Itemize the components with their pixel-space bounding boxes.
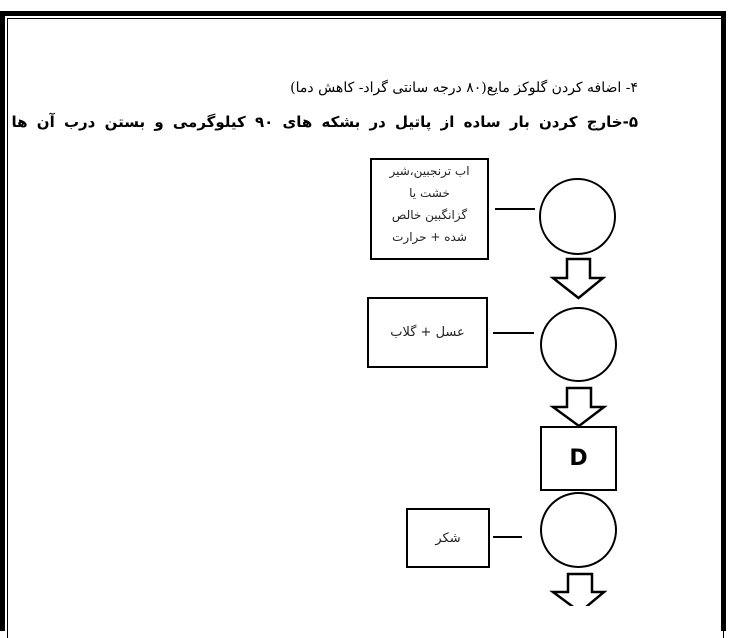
input-box-label: شکر	[435, 530, 461, 546]
down-arrow-icon	[553, 259, 603, 298]
input-box-line: شده + حرارت	[392, 230, 467, 244]
down-arrow-icon	[553, 574, 604, 606]
step-4-text: ۴- اضافه کردن گلوکز مایع(۸۰ درجه سانتی گراد- کاهش دما)	[290, 80, 638, 96]
down-arrow-icon	[553, 388, 604, 426]
input-box-line: اب ترنجبین،شیر	[389, 164, 470, 178]
input-box-line: گزانگبین خالص	[391, 208, 468, 222]
input-box-label: عسل + گلاب	[390, 325, 465, 340]
process-box-label: D	[569, 446, 588, 471]
input-box-line: خشت یا	[409, 186, 450, 200]
step-5-text: ۵-خارج کردن بار ساده از پاتیل در بشکه های ۹۰ کیلوگرمی و بستن درب آن ها	[11, 113, 638, 131]
